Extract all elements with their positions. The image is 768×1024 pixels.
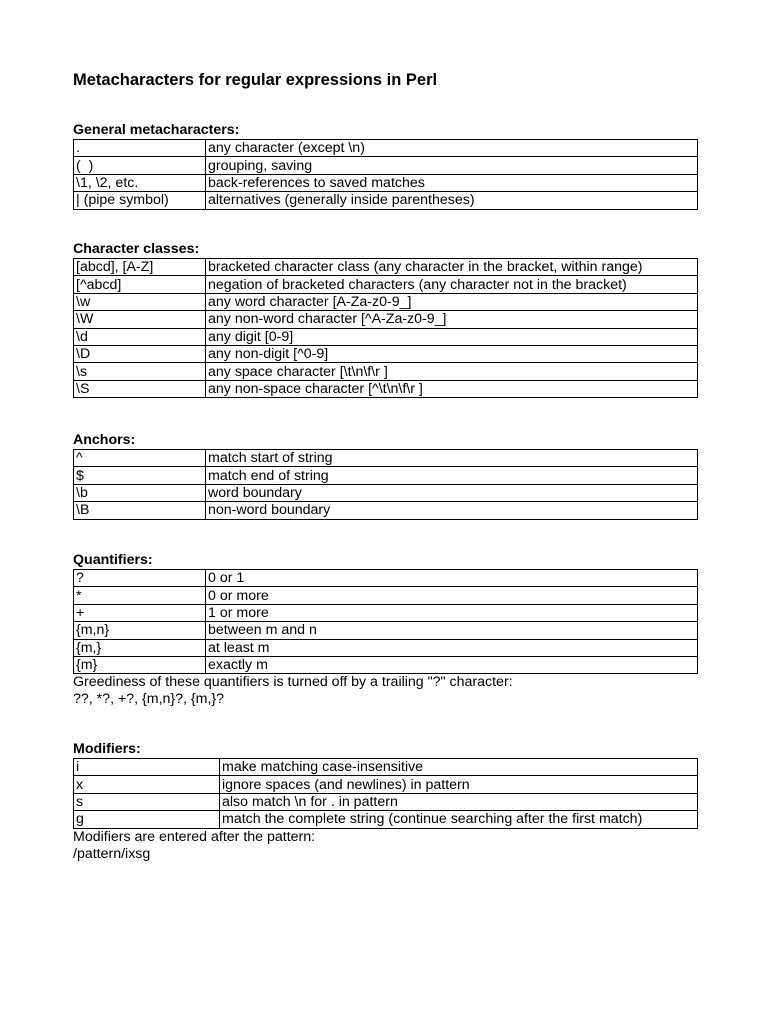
description-cell: 0 or more bbox=[206, 587, 698, 604]
table-row bbox=[74, 157, 698, 174]
table-row bbox=[74, 484, 698, 501]
description-cell: any non-word character [^A-Za-z0-9_] bbox=[206, 311, 698, 328]
description-cell: grouping, saving bbox=[206, 157, 698, 174]
section-quantifiers bbox=[73, 552, 698, 708]
section-modifiers bbox=[73, 741, 698, 863]
section-heading: Anchors: bbox=[73, 432, 136, 448]
anchors-table bbox=[73, 449, 698, 520]
table-row bbox=[74, 622, 698, 639]
pattern-cell: \B bbox=[74, 502, 206, 519]
section-heading: Modifiers: bbox=[73, 741, 141, 757]
modifier-note: Modifiers are entered after the pattern: bbox=[73, 828, 316, 845]
quantifier-note-examples: ??, *?, +?, {m,n}?, {m,}? bbox=[73, 691, 225, 708]
table-row bbox=[74, 450, 698, 467]
pattern-cell: x bbox=[74, 776, 220, 793]
pattern-cell: $ bbox=[74, 467, 206, 484]
section-heading: General metacharacters: bbox=[73, 122, 240, 138]
section-character-classes bbox=[73, 241, 698, 398]
table-row bbox=[74, 174, 698, 191]
description-cell: between m and n bbox=[206, 622, 698, 639]
description-cell: at least m bbox=[206, 639, 698, 656]
table-row bbox=[74, 311, 698, 328]
pattern-cell: \s bbox=[74, 363, 206, 380]
quantifier-note: Greediness of these quantifiers is turned off by a trailing "?" character: bbox=[73, 674, 513, 691]
table-row bbox=[74, 328, 698, 345]
description-cell: any space character [\t\n\f\r ] bbox=[206, 363, 698, 380]
pattern-cell: [^abcd] bbox=[74, 276, 206, 293]
description-cell: non-word boundary bbox=[206, 502, 698, 519]
description-cell: match the complete string (continue searching after the first match) bbox=[220, 811, 698, 828]
table-row bbox=[74, 140, 698, 157]
pattern-cell: g bbox=[74, 811, 220, 828]
description-cell: word boundary bbox=[206, 484, 698, 501]
pattern-cell: \d bbox=[74, 328, 206, 345]
section-heading: Character classes: bbox=[73, 241, 200, 257]
pattern-cell: [abcd], [A-Z] bbox=[74, 259, 206, 276]
table-row bbox=[74, 759, 698, 776]
table-row bbox=[74, 276, 698, 293]
description-cell: any digit [0-9] bbox=[206, 328, 698, 345]
table-row bbox=[74, 192, 698, 209]
pattern-cell: \D bbox=[74, 345, 206, 362]
table-row bbox=[74, 345, 698, 362]
description-cell: back-references to saved matches bbox=[206, 174, 698, 191]
pattern-cell: . bbox=[74, 140, 206, 157]
description-cell: 1 or more bbox=[206, 604, 698, 621]
description-cell: match start of string bbox=[206, 450, 698, 467]
description-cell: alternatives (generally inside parentheses) bbox=[206, 192, 698, 209]
pattern-cell: ( ) bbox=[74, 157, 206, 174]
description-cell: 0 or 1 bbox=[206, 570, 698, 587]
description-cell: any character (except \n) bbox=[206, 140, 698, 157]
pattern-cell: \b bbox=[74, 484, 206, 501]
table-row bbox=[74, 259, 698, 276]
general-metacharacters-table bbox=[73, 139, 698, 210]
description-cell: make matching case-insensitive bbox=[220, 759, 698, 776]
section-anchors bbox=[73, 432, 698, 520]
description-cell: any non-space character [^\t\n\f\r ] bbox=[206, 380, 698, 397]
section-general-metacharacters bbox=[73, 122, 698, 210]
pattern-cell: {m,n} bbox=[74, 622, 206, 639]
pattern-cell: \W bbox=[74, 311, 206, 328]
modifier-note-example: /pattern/ixsg bbox=[73, 845, 151, 862]
table-row bbox=[74, 502, 698, 519]
pattern-cell: ^ bbox=[74, 450, 206, 467]
table-row bbox=[74, 656, 698, 673]
pattern-cell: + bbox=[74, 604, 206, 621]
table-row bbox=[74, 380, 698, 397]
table-row bbox=[74, 639, 698, 656]
table-row bbox=[74, 467, 698, 484]
table-row bbox=[74, 293, 698, 310]
table-row bbox=[74, 363, 698, 380]
table-row bbox=[74, 587, 698, 604]
section-heading: Quantifiers: bbox=[73, 552, 153, 568]
description-cell: ignore spaces (and newlines) in pattern bbox=[220, 776, 698, 793]
pattern-cell: {m,} bbox=[74, 639, 206, 656]
page-title: Metacharacters for regular expressions in Perl bbox=[73, 71, 438, 89]
table-row bbox=[74, 811, 698, 828]
description-cell: any non-digit [^0-9] bbox=[206, 345, 698, 362]
pattern-cell: i bbox=[74, 759, 220, 776]
description-cell: also match \n for . in pattern bbox=[220, 793, 698, 810]
description-cell: match end of string bbox=[206, 467, 698, 484]
description-cell: exactly m bbox=[206, 656, 698, 673]
pattern-cell: \w bbox=[74, 293, 206, 310]
pattern-cell: ? bbox=[74, 570, 206, 587]
quantifiers-table bbox=[73, 569, 698, 674]
table-row bbox=[74, 570, 698, 587]
pattern-cell: s bbox=[74, 793, 220, 810]
pattern-cell: * bbox=[74, 587, 206, 604]
table-row bbox=[74, 793, 698, 810]
modifiers-table bbox=[73, 758, 698, 829]
character-classes-table bbox=[73, 258, 698, 398]
description-cell: bracketed character class (any character in the bracket, within range) bbox=[206, 259, 698, 276]
pattern-cell: {m} bbox=[74, 656, 206, 673]
table-row bbox=[74, 776, 698, 793]
pattern-cell: \S bbox=[74, 380, 206, 397]
table-row bbox=[74, 604, 698, 621]
pattern-cell: | (pipe symbol) bbox=[74, 192, 206, 209]
description-cell: any word character [A-Za-z0-9_] bbox=[206, 293, 698, 310]
description-cell: negation of bracketed characters (any character not in the bracket) bbox=[206, 276, 698, 293]
pattern-cell: \1, \2, etc. bbox=[74, 174, 206, 191]
